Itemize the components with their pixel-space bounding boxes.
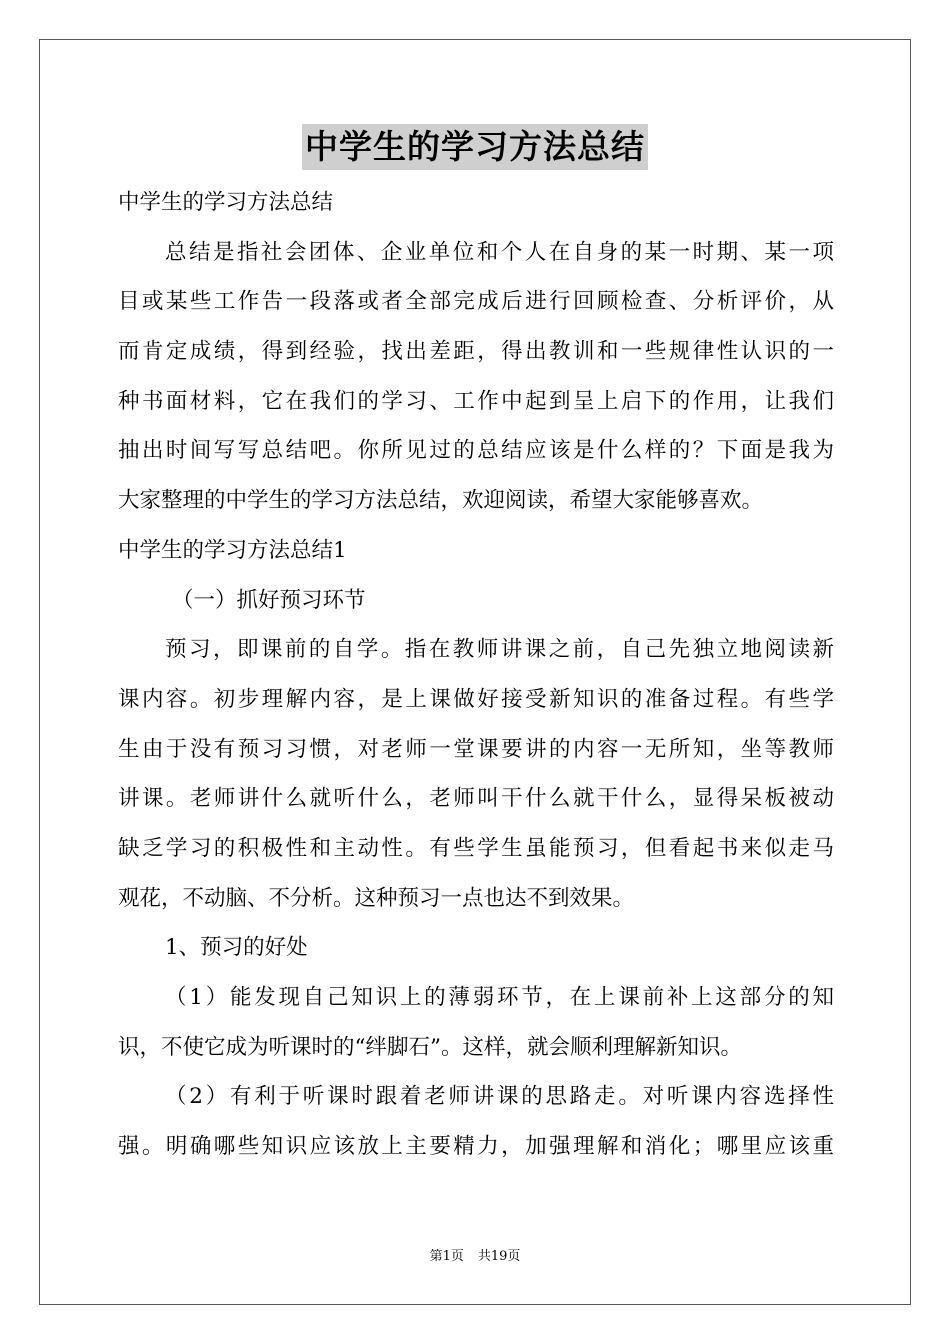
subsection-heading: （一）抓好预习环节	[172, 587, 366, 613]
page-footer	[0, 1248, 950, 1266]
document-title: 中学生的学习方法总结	[302, 124, 648, 170]
paragraph-line: 讲课。老师讲什么就听什么，老师叫干什么就干什么，显得呆板被动	[118, 786, 834, 812]
list-heading: 1、预习的好处	[165, 935, 308, 961]
document-body	[118, 178, 834, 1172]
paragraph-line: 观花，不动脑、不分析。这种预习一点也达不到效果。	[118, 885, 635, 911]
section-heading: 中学生的学习方法总结1	[118, 537, 347, 563]
paragraph-line: 生由于没有预习习惯，对老师一堂课要讲的内容一无所知，坐等教师	[118, 736, 834, 762]
title-area	[0, 124, 950, 170]
page-total: 共19页	[477, 1249, 521, 1264]
paragraph-line: 种书面材料，它在我们的学习、工作中起到呈上启下的作用，让我们	[118, 388, 834, 414]
paragraph-line: 缺乏学习的积极性和主动性。有些学生虽能预习，但看起书来似走马	[118, 835, 834, 861]
paragraph-line: （1）能发现自己知识上的薄弱环节，在上课前补上这部分的知	[165, 985, 834, 1010]
paragraph-line: 总结是指社会团体、企业单位和个人在自身的某一时期、某一项	[165, 239, 834, 265]
paragraph-line: 课内容。初步理解内容，是上课做好接受新知识的准备过程。有些学	[118, 686, 834, 712]
paragraph-line: （2）有利于听课时跟着老师讲课的思路走。对听课内容选择性	[165, 1084, 834, 1110]
paragraph-line: 目或某些工作告一段落或者全部完成后进行回顾检查、分析评价，从	[118, 289, 834, 315]
paragraph-line: 抽出时间写写总结吧。你所见过的总结应该是什么样的？下面是我为	[118, 438, 834, 464]
page-number: 第1页	[429, 1249, 464, 1264]
subtitle-line: 中学生的学习方法总结	[118, 190, 334, 215]
paragraph-line: 识，不使它成为听课时的“绊脚石”。这样，就会顺利理解新知识。	[118, 1034, 742, 1060]
paragraph-line: 预习，即课前的自学。指在教师讲课之前，自己先独立地阅读新	[165, 637, 834, 663]
paragraph-line: 而肯定成绩，得到经验，找出差距，得出教训和一些规律性认识的一	[118, 339, 834, 365]
paragraph-line: 强。明确哪些知识应该放上主要精力，加强理解和消化；哪里应该重	[118, 1134, 834, 1160]
paragraph-line: 大家整理的中学生的学习方法总结，欢迎阅读，希望大家能够喜欢。	[118, 488, 764, 514]
